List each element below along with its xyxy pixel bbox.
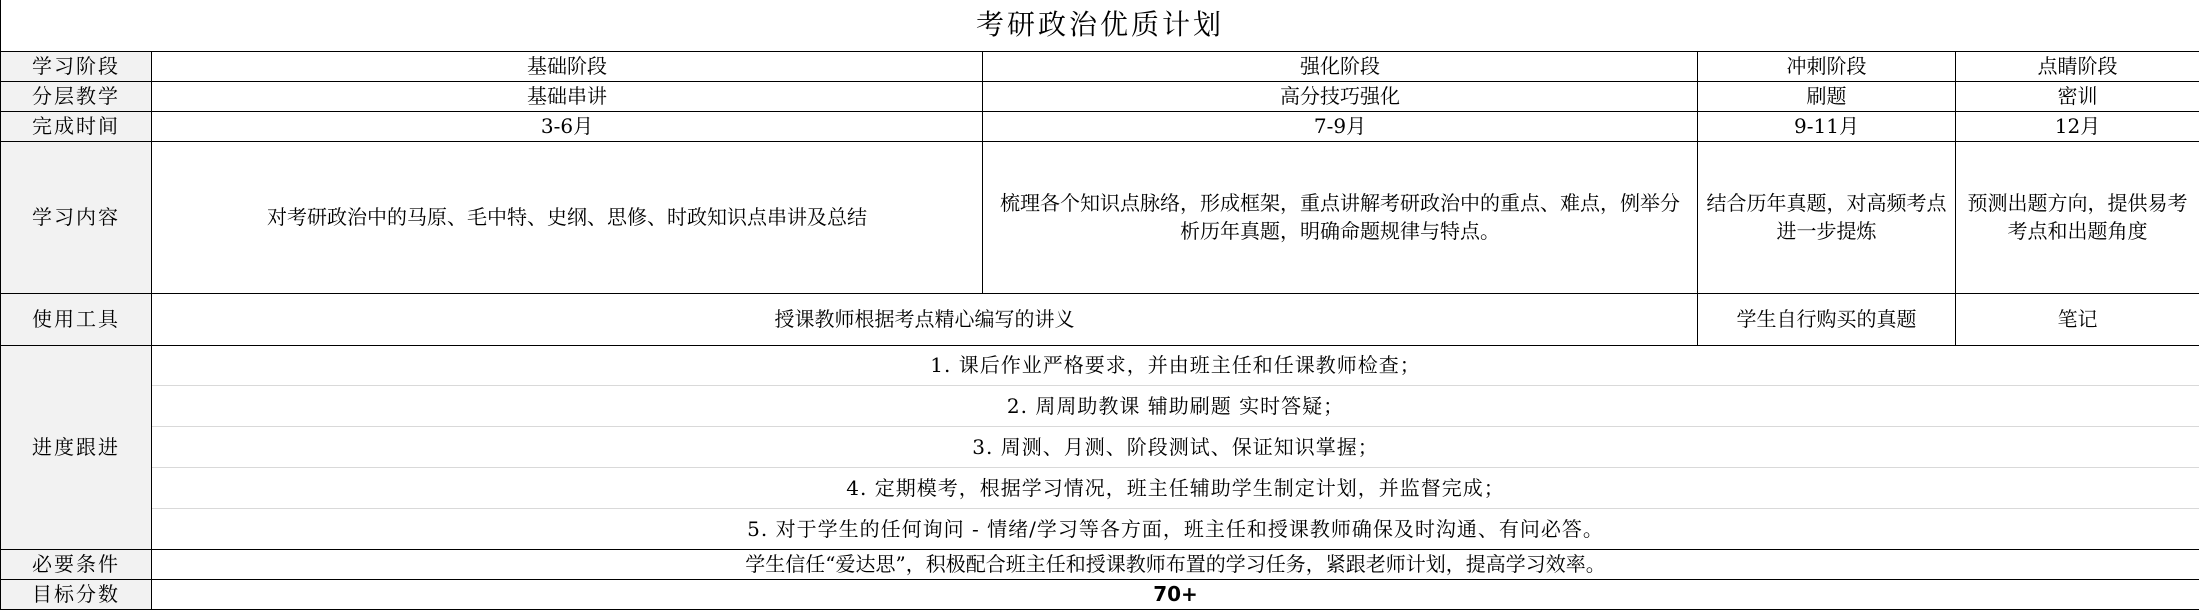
content-row [1, 141, 2199, 293]
content-final: 预测出题方向，提供易考考点和出题角度 [1956, 141, 2199, 293]
time-row [1, 111, 2199, 141]
tools-notes: 笔记 [1956, 293, 2199, 345]
teaching-sprint: 刷题 [1698, 81, 1956, 111]
requirement-text: 学生信任“爱达思”，积极配合班主任和授课教师布置的学习任务，紧跟老师计划，提高学习效率。 [152, 549, 2199, 579]
tools-row [1, 293, 2199, 345]
content-basic: 对考研政治中的马原、毛中特、史纲、思修、时政知识点串讲及总结 [152, 141, 983, 293]
progress-item-5: 5. 对于学生的任何询问 - 情绪/学习等各方面，班主任和授课教师确保及时沟通、有问必答。 [152, 508, 2199, 549]
content-sprint: 结合历年真题，对高频考点进一步提炼 [1698, 141, 1956, 293]
plan-title: 考研政治优质计划 [1, 0, 2199, 51]
time-intensive: 7-9月 [983, 111, 1698, 141]
progress-row [1, 426, 2199, 467]
time-label: 完成时间 [1, 111, 152, 141]
progress-label: 进度跟进 [1, 345, 152, 549]
progress-row [1, 467, 2199, 508]
progress-row [1, 345, 2199, 385]
time-basic: 3-6月 [152, 111, 983, 141]
target-row [1, 579, 2199, 609]
target-score: 70+ [152, 579, 2199, 609]
tools-past-papers: 学生自行购买的真题 [1698, 293, 1956, 345]
teaching-label: 分层教学 [1, 81, 152, 111]
teaching-final: 密训 [1956, 81, 2199, 111]
stage-intensive: 强化阶段 [983, 51, 1698, 81]
content-intensive: 梳理各个知识点脉络，形成框架，重点讲解考研政治中的重点、难点，例举分析历年真题，明确命题规律与特点。 [983, 141, 1698, 293]
progress-item-1: 1. 课后作业严格要求，并由班主任和任课教师检查； [152, 345, 2199, 385]
progress-item-2: 2. 周周助教课 辅助刷题 实时答疑； [152, 385, 2199, 426]
stage-sprint: 冲刺阶段 [1698, 51, 1956, 81]
tools-handout: 授课教师根据考点精心编写的讲义 [152, 293, 1698, 345]
progress-row [1, 385, 2199, 426]
time-sprint: 9-11月 [1698, 111, 1956, 141]
stage-basic: 基础阶段 [152, 51, 983, 81]
stage-label: 学习阶段 [1, 51, 152, 81]
progress-item-3: 3. 周测、月测、阶段测试、保证知识掌握； [152, 426, 2199, 467]
stage-final: 点睛阶段 [1956, 51, 2199, 81]
requirement-label: 必要条件 [1, 549, 152, 579]
stage-row [1, 51, 2199, 81]
teaching-basic: 基础串讲 [152, 81, 983, 111]
progress-row [1, 508, 2199, 549]
tools-label: 使用工具 [1, 293, 152, 345]
content-label: 学习内容 [1, 141, 152, 293]
title-row [1, 0, 2199, 51]
requirement-row [1, 549, 2199, 579]
time-final: 12月 [1956, 111, 2199, 141]
teaching-intensive: 高分技巧强化 [983, 81, 1698, 111]
progress-item-4: 4. 定期模考，根据学习情况，班主任辅助学生制定计划，并监督完成； [152, 467, 2199, 508]
teaching-row [1, 81, 2199, 111]
target-label: 目标分数 [1, 579, 152, 609]
